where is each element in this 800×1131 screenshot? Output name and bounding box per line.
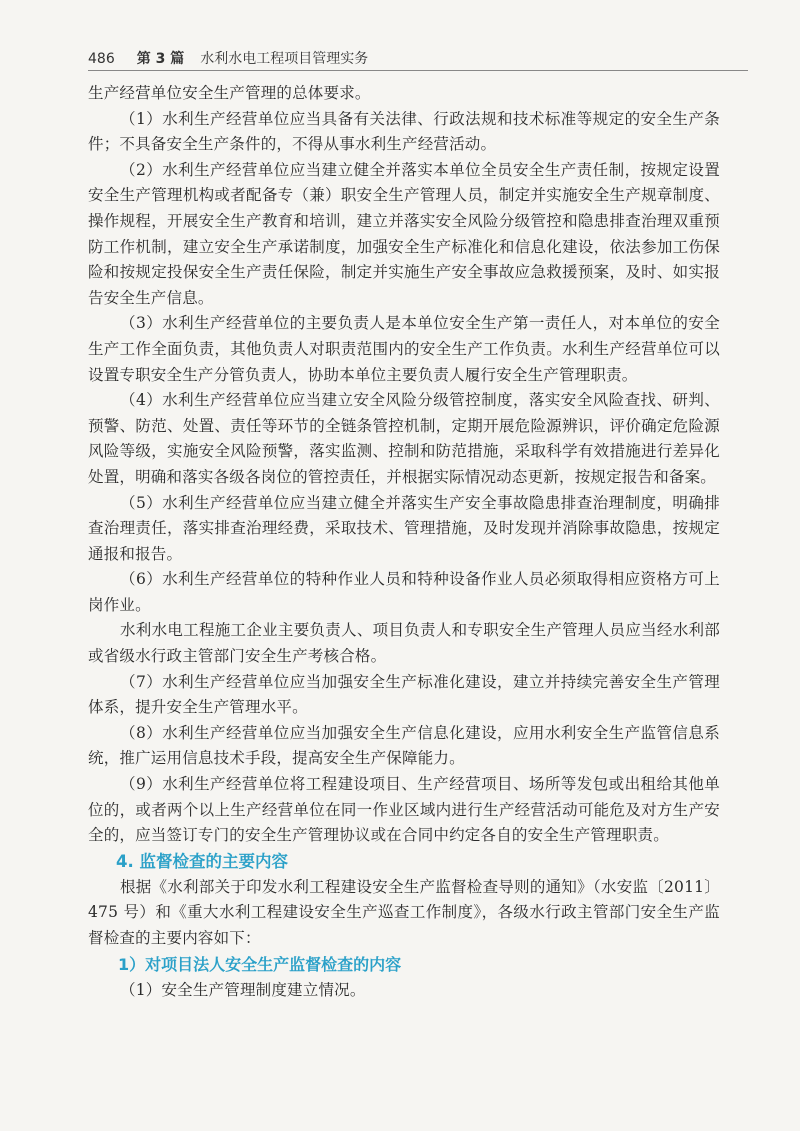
- header-rule: [88, 70, 748, 71]
- paragraph-item-8: （8）水利生产经营单位应当加强安全生产信息化建设，应用水利安全生产监管信息系统，推广运用信息技术手段，提高安全生产保障能力。: [88, 723, 720, 768]
- paragraph-item-5: （5）水利生产经营单位应当建立健全并落实生产安全事故隐患排查治理制度，明确排查治理责任，落实排查治理经费，采取技术、管理措施，及时发现并消除事故隐患，按规定通报和报告。: [88, 493, 720, 563]
- paragraph-item-6: （6）水利生产经营单位的特种作业人员和特种设备作业人员必须取得相应资格方可上岗作业。: [88, 570, 720, 614]
- book-title: 水利水电工程项目管理实务: [200, 51, 369, 67]
- subsection-item-1: （1）安全生产管理制度建立情况。: [120, 980, 366, 999]
- paragraph-note: 水利水电工程施工企业主要负责人、项目负责人和专职安全生产管理人员应当经水利部或省级水行政主管部门安全生产考核合格。: [88, 621, 720, 666]
- subsection-heading: 1）对项目法人安全生产监督检查的内容: [118, 954, 402, 974]
- page-body: [88, 81, 720, 1003]
- paragraph-item-3: （3）水利生产经营单位的主要负责人是本单位安全生产第一责任人，对本单位的安全生产工作全面负责，其他负责人对职责范围内的安全生产工作负责。水利生产经营单位可以设置专职安全生产分管负责人，协助本单位主要负责人履行安全生产管理职责。: [88, 314, 720, 384]
- page-number: 486: [88, 51, 115, 67]
- page-header: [88, 48, 368, 68]
- paragraph-item-9: （9）水利生产经营单位将工程建设项目、生产经营项目、场所等发包或出租给其他单位的，或者两个以上生产经营单位在同一作业区域内进行生产经营活动可能危及对方生产安全的，应当签订专门的安全生产管理协议或在合同中约定各自的安全生产管理职责。: [88, 775, 720, 845]
- paragraph-item-1: （1）水利生产经营单位应当具备有关法律、行政法规和技术标准等规定的安全生产条件；不具备安全生产条件的，不得从事水利生产经营活动。: [88, 109, 720, 154]
- paragraph-item-4: （4）水利生产经营单位应当建立安全风险分级管控制度，落实安全风险查找、研判、预警、防范、处置、责任等环节的全链条管控机制，定期开展危险源辨识，评价确定危险源风险等级，实施安全风险预警，落实监测、控制和防范措施，采取科学有效措施进行差异化处置，明确和落实各级各岗位的管控责任，并根据实际情况动态更新，按规定报告和备案。: [88, 391, 720, 486]
- paragraph-item-2: （2）水利生产经营单位应当建立健全并落实本单位全员安全生产责任制，按规定设置安全生产管理机构或者配备专（兼）职安全生产管理人员，制定并实施安全生产规章制度、操作规程，开展安全生产教育和培训，建立并落实安全风险分级管控和隐患排查治理双重预防工作机制，建立安全生产承诺制度，加强安全生产标准化和信息化建设，依法参加工伤保险和按规定投保安全生产责任保险，制定并实施生产安全事故应急救援预案，及时、如实报告安全生产信息。: [88, 160, 720, 307]
- part-label: 第 3 篇: [136, 51, 185, 67]
- section-intro: 根据《水利部关于印发水利工程建设安全生产监督检查导则的通知》（水安监〔2011〕475 号）和《重大水利工程建设安全生产巡查工作制度》，各级水行政主管部门安全生产监督检查的主要内容如下：: [88, 877, 720, 947]
- section-heading: 4. 监督检查的主要内容: [116, 851, 288, 871]
- paragraph-continuation: 生产经营单位安全生产管理的总体要求。: [88, 84, 371, 102]
- paragraph-item-7: （7）水利生产经营单位应当加强安全生产标准化建设，建立并持续完善安全生产管理体系，提升安全生产管理水平。: [88, 672, 720, 717]
